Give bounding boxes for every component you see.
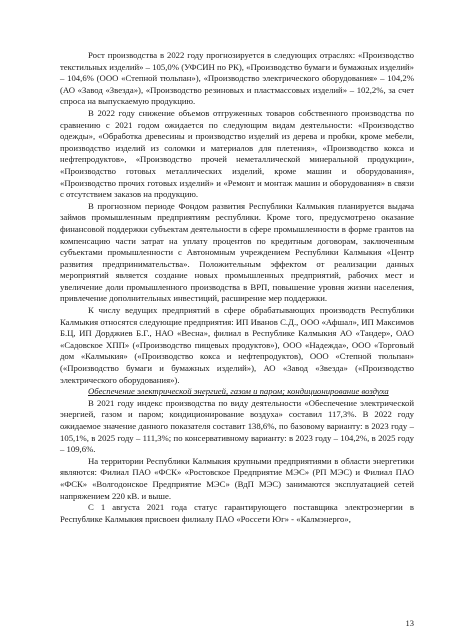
paragraph-energy-index: В 2021 году индекс производства по виду деятельности «Обеспечение электрической энергией, газом и паром; кондиционирование воздуха» составил 117,3%. В 2022 году ожидаемое значение данного показателя составит 138,6%, по базовому варианту: в 2023 году – 105,1%, в 2025 году – 111,3%; по консервативному варианту: в 2023 году – 104,2%, в 2025 году – 109,6%. — [60, 397, 414, 455]
section-title-text: Обеспечение электрической энергией, газом и паром; кондиционирование воздуха — [88, 386, 389, 397]
paragraph-decline: В 2022 году снижение объемов отгруженных товаров собственного производства по сравнению с 2021 годом ожидается по следующим видам деятельности: «Производство одежды», «Обработка древесины и производство изделий из дерева и пробки, кроме мебели, производство изделий из соломки и материалов для плетения», «Производство кокса и нефтепродуктов», «Производство прочей неметаллической минеральной продукции», «Производство готовых металлических изделий, кроме машин и оборудования», «Производство прочих готовых изделий» и «Ремонт и монтаж машин и оборудования» в связи с отсутствием заказов на продукцию. — [60, 107, 414, 200]
paragraph-development-fund: В прогнозном периоде Фондом развития Республики Калмыкия планируется выдача займов промышленным предприятиям республики. Кроме того, предусмотрено оказание финансовой поддержки субъектам деятельности в сфере промышленности в форме грантов на компенсацию части затрат на уплату процентов по кредитным договорам, заключенным субъектами промышленности с Автономным учреждением Республики Калмыкия «Центр развития предпринимательства». Положительным эффектом от реализации данных мероприятий является создание новых промышленных предприятий, рабочих мест и увеличение доли промышленного производства в ВРП, повышение уровня жизни населения, привлечение дополнительных инвестиций, расширение мер поддержки. — [60, 200, 414, 304]
section-title — [60, 386, 414, 398]
paragraph-leading-enterprises: К числу ведущих предприятий в сфере обрабатывающих производств Республики Калмыкия относятся следующие предприятия: ИП Иванов С.Д., ООО «Афшал», ИП Максимов Б.Ц, ИП Дорджиев Б.Г., НАО «Весна», филиал в Республике Калмыкия АО «Тандер», ОАО «Садовское ХПП» («Производство пищевых продуктов»), ООО «Надежда», ООО «Торговый дом «Калмыкия» («Производство кокса и нефтепродуктов), ООО «Степной тюльпан» («Производство бумаги и бумажных изделий»), АО «Завод «Звезда» («Производство электрического оборудования»). — [60, 305, 414, 385]
paragraph-supplier-status: С 1 августа 2021 года статус гарантирующего поставщика электроэнергии в Республике Калмыкия присвоен филиалу ПАО «Россети Юг» - «Калмэнерго», — [60, 502, 414, 524]
paragraph-energy-enterprises: На территории Республики Калмыкия крупными предприятиями в области энергетики являются: Филиал ПАО «ФСК» «Ростовское Предприятие МЭС» (РП МЭС) и Филиал ПАО «ФСК» «Волгодонское Предприятие МЭС» (ВдП МЭС) занимаются эксплуатацией сетей напряжением 220 кВ. и выше. — [60, 455, 414, 501]
page-number: 13 — [405, 618, 414, 628]
paragraph-industry-growth: Рост производства в 2022 году прогнозируется в следующих отраслях: «Производство текстильных изделий» – 105,0% (УФСИН по РК), «Производство бумаги и бумажных изделий» – 104,6% (ООО «Степной тюльпан»), «Производство электрического оборудования» – 104,2% (АО «Завод «Звезда»), «Производство резиновых и пластмассовых изделий» – 102,2%, за счет спроса на выпускаемую продукцию. — [60, 50, 414, 107]
